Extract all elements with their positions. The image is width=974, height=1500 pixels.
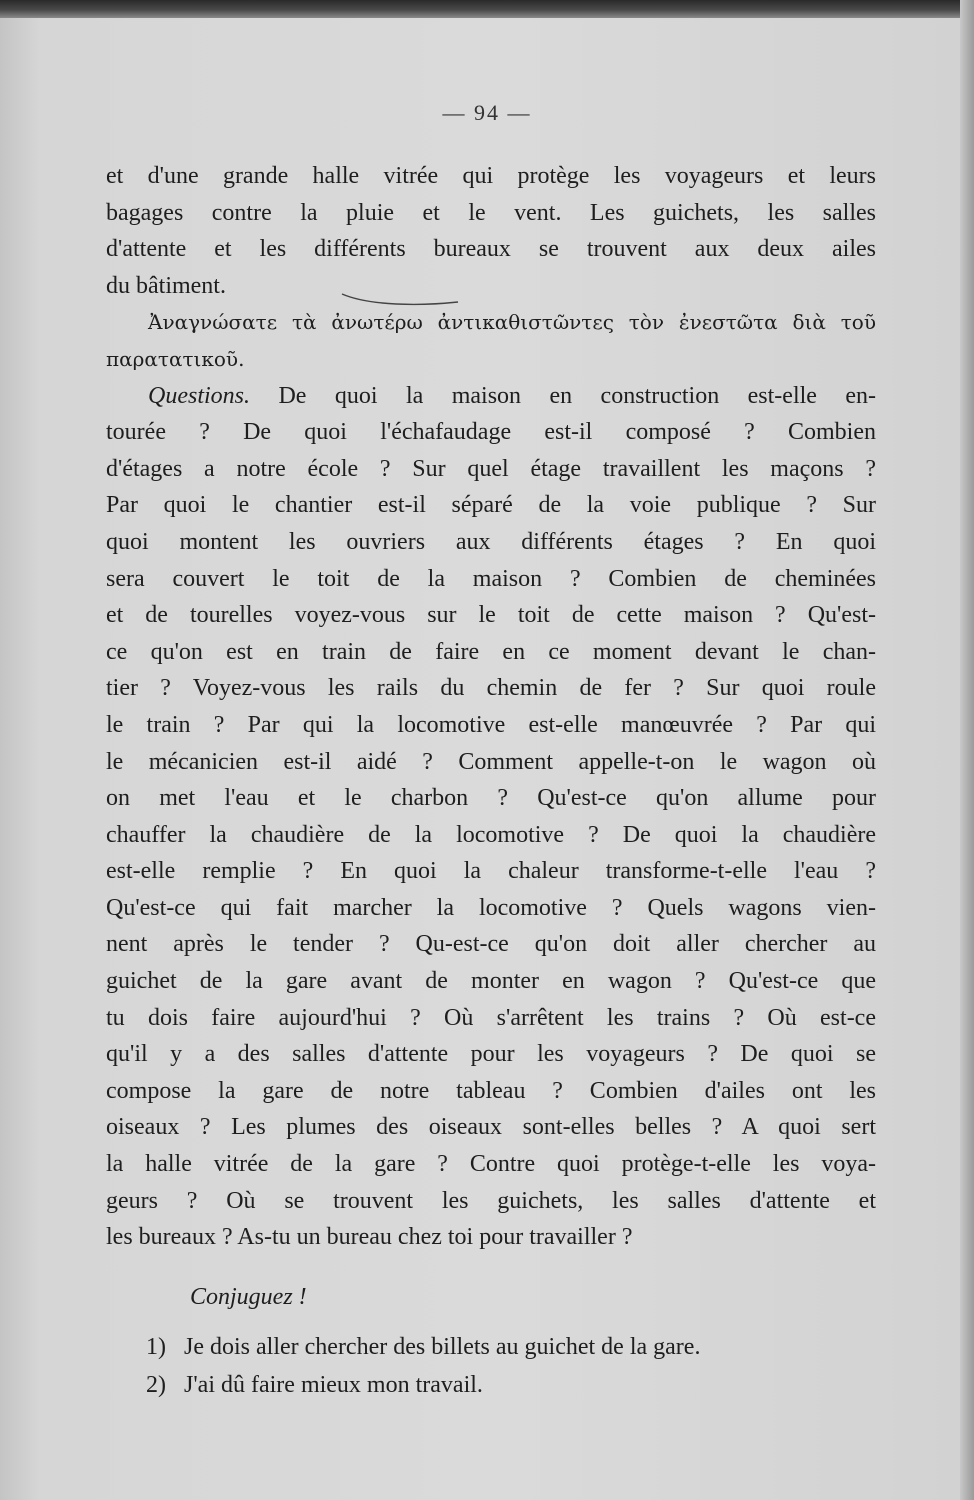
exercise-item [146, 1372, 876, 1399]
greek-instruction-line: Ἀναγνώσατε τὰ ἀνωτέρω ἀντικαθιστῶντες τὸν ἐνεστῶτα διὰ τοῦ [148, 310, 876, 335]
exercise-number: 1) [146, 1334, 166, 1360]
main-text [106, 158, 876, 1256]
page-number: — 94 — [442, 100, 532, 125]
question-line: Par quoi le chantier est-il séparé de la voie publique ? Sur [106, 492, 876, 519]
page-top-edge [0, 0, 974, 18]
question-line: sera couvert le toit de la maison ? Combien de cheminées [106, 565, 876, 592]
question-line: les bureaux ? As-tu un bureau chez toi pour travailler ? [106, 1224, 633, 1251]
question-line: compose la gare de notre tableau ? Combien d'ailes ont les [106, 1077, 876, 1104]
question-line: chauffer la chaudière de la locomotive ? De quoi la chaudière [106, 821, 876, 848]
question-line: ce qu'on est en train de faire en ce moment devant le chan- [106, 638, 876, 665]
question-line: et de tourelles voyez-vous sur le toit de cette maison ? Qu'est- [106, 602, 876, 629]
text-line: et d'une grande halle vitrée qui protège les voyageurs et leurs [106, 163, 876, 189]
question-line: qu'il y a des salles d'attente pour les voyageurs ? De quoi se [106, 1041, 876, 1068]
question-line: geurs ? Où se trouvent les guichets, les salles d'attente et [106, 1187, 876, 1214]
question-line: Qu'est-ce qui fait marcher la locomotive ? Quels wagons vien- [106, 894, 876, 921]
text-line: d'attente et les différents bureaux se trouvent aux deux ailes [106, 236, 876, 263]
question-line: nent après le tender ? Qu-est-ce qu'on doit aller chercher au [106, 931, 876, 958]
exercise-text: J'ai dû faire mieux mon travail. [184, 1372, 483, 1398]
question-line: tourée ? De quoi l'échafaudage est-il composé ? Combien [106, 419, 876, 446]
exercise-number: 2) [146, 1372, 166, 1398]
question-line: tu dois faire aujourd'hui ? Où s'arrêtent les trains ? Où est-ce [106, 1004, 876, 1031]
questions-label: Questions. [148, 382, 250, 409]
text-line: bagages contre la pluie et le vent. Les guichets, les salles [106, 199, 876, 226]
question-line: le train ? Par qui la locomotive est-elle manœuvrée ? Par qui [106, 711, 876, 738]
questions-first-line [106, 378, 876, 415]
question-line: tier ? Voyez-vous les rails du chemin de fer ? Sur quoi roule [106, 675, 876, 702]
question-line: la halle vitrée de la gare ? Contre quoi protège-t-elle les voya- [106, 1151, 876, 1178]
greek-instruction-line: παρατατικοῦ. [106, 346, 245, 371]
text-line: du bâtiment. [106, 272, 226, 299]
question-line: guichet de la gare avant de monter en wagon ? Qu'est-ce que [106, 968, 876, 995]
questions-first-text: De quoi la maison en construction est-elle en- [278, 382, 876, 409]
exercise-text: Je dois aller chercher des billets au guichet de la gare. [184, 1334, 701, 1360]
question-line: le mécanicien est-il aidé ? Comment appelle-t-on le wagon où [106, 748, 876, 775]
question-line: d'étages a notre école ? Sur quel étage travaillent les maçons ? [106, 455, 876, 482]
page-right-edge [960, 0, 974, 1500]
question-line: est-elle remplie ? En quoi la chaleur transforme-t-elle l'eau ? [106, 858, 876, 885]
exercise-item [146, 1334, 876, 1361]
question-line: quoi montent les ouvriers aux différents étages ? En quoi [106, 528, 876, 555]
question-line: on met l'eau et le charbon ? Qu'est-ce qu'on allume pour [106, 785, 876, 812]
conjugate-heading: Conjuguez ! [190, 1284, 307, 1310]
question-line: oiseaux ? Les plumes des oiseaux sont-elles belles ? A quoi sert [106, 1114, 876, 1141]
